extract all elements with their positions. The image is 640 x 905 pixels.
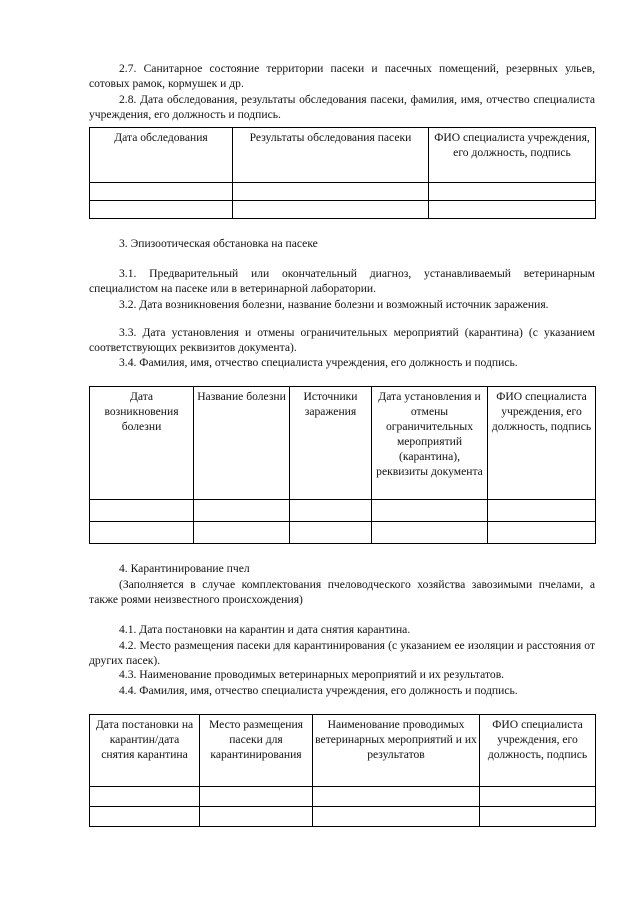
header-inspection-results: Результаты обследования пасеки (233, 128, 429, 183)
table-row (90, 522, 596, 544)
header-quarantine-period: Дата постановки на карантин/дата снятия карантина (90, 715, 200, 787)
table-cell[interactable] (200, 787, 313, 807)
table-cell[interactable] (313, 807, 480, 827)
table-cell[interactable] (194, 522, 290, 544)
heading-section-4: 4. Карантинирование пчел (119, 562, 250, 575)
paragraph-4-3: 4.3. Наименование проводимых ветеринарных мероприятий и их результатов. (119, 668, 505, 681)
table-cell[interactable] (194, 500, 290, 522)
table-row (90, 500, 596, 522)
paragraph-4-2: 4.2. Место размещения пасеки для карантинирования (с указанием ее изоляции и расстояния от других пасек). (89, 639, 595, 667)
table-row (90, 201, 596, 219)
header-quarantine-dates: Дата установления и отмены ограничительных мероприятий (карантина), реквизиты документа (372, 387, 488, 500)
table-cell[interactable] (233, 183, 429, 201)
paragraph-3-3: 3.3. Дата установления и отмены ограничительных мероприятий (карантина) (с указанием соответствующих реквизитов документа). (89, 326, 595, 354)
table-cell[interactable] (90, 201, 233, 219)
table-cell[interactable] (372, 500, 488, 522)
table-cell[interactable] (480, 807, 596, 827)
paragraph-2-8: 2.8. Дата обследования, результаты обследования пасеки, фамилия, имя, отчество специалиста учреждения, его должность и подпись. (89, 93, 595, 121)
table-cell[interactable] (480, 787, 596, 807)
table-cell[interactable] (372, 522, 488, 544)
paragraph-4-1: 4.1. Дата постановки на карантин и дата снятия карантина. (119, 623, 411, 636)
table-cell[interactable] (429, 201, 596, 219)
header-inspection-date: Дата обследования (90, 128, 233, 183)
paragraph-4-4: 4.4. Фамилия, имя, отчество специалиста учреждения, его должность и подпись. (119, 684, 518, 697)
header-specialist-name: ФИО специалиста учреждения, его должность, подпись (429, 128, 596, 183)
table-row (90, 807, 596, 827)
header-disease-name: Название болезни (194, 387, 290, 500)
table-cell[interactable] (488, 500, 596, 522)
table-cell[interactable] (233, 201, 429, 219)
table-cell[interactable] (290, 500, 372, 522)
header-disease-date: Дата возникновения болезни (90, 387, 194, 500)
paragraph-3-2: 3.2. Дата возникновения болезни, название болезни и возможный источник заражения. (119, 298, 549, 311)
heading-section-3: 3. Эпизоотическая обстановка на пасеке (119, 237, 318, 250)
table-cell[interactable] (90, 500, 194, 522)
table-cell[interactable] (90, 807, 200, 827)
paragraph-3-1: 3.1. Предварительный или окончательный диагноз, устанавливаемый ветеринарным специалистом на пасеке или в ветеринарной лаборатории. (89, 267, 595, 295)
table-cell[interactable] (90, 522, 194, 544)
table-cell[interactable] (429, 183, 596, 201)
table-cell[interactable] (90, 183, 233, 201)
header-quarantine-location: Место размещения пасеки для карантинирования (200, 715, 313, 787)
paragraph-3-4: 3.4. Фамилия, имя, отчество специалиста учреждения, его должность и подпись. (119, 356, 518, 369)
header-specialist-name: ФИО специалиста учреждения, его должность, подпись (480, 715, 596, 787)
table-cell[interactable] (290, 522, 372, 544)
header-infection-source: Источники заражения (290, 387, 372, 500)
table-row (90, 183, 596, 201)
table-cell[interactable] (200, 807, 313, 827)
quarantine-table (89, 714, 596, 827)
table-cell[interactable] (313, 787, 480, 807)
paragraph-2-7: 2.7. Санитарное состояние территории пасеки и пасечных помещений, резервных ульев, сотовых рамок, кормушек и др. (89, 62, 595, 90)
table-row (90, 787, 596, 807)
header-vet-measures: Наименование проводимых ветеринарных мероприятий и их результатов (313, 715, 480, 787)
inspection-table (89, 127, 596, 219)
table-cell[interactable] (90, 787, 200, 807)
epizootic-table (89, 386, 596, 544)
section-4-note: (Заполняется в случае комплектования пчеловодческого хозяйства завозимыми пчелами, а также роями неизвестного происхождения) (89, 578, 595, 606)
table-cell[interactable] (488, 522, 596, 544)
header-specialist-name: ФИО специалиста учреждения, его должность, подпись (488, 387, 596, 500)
